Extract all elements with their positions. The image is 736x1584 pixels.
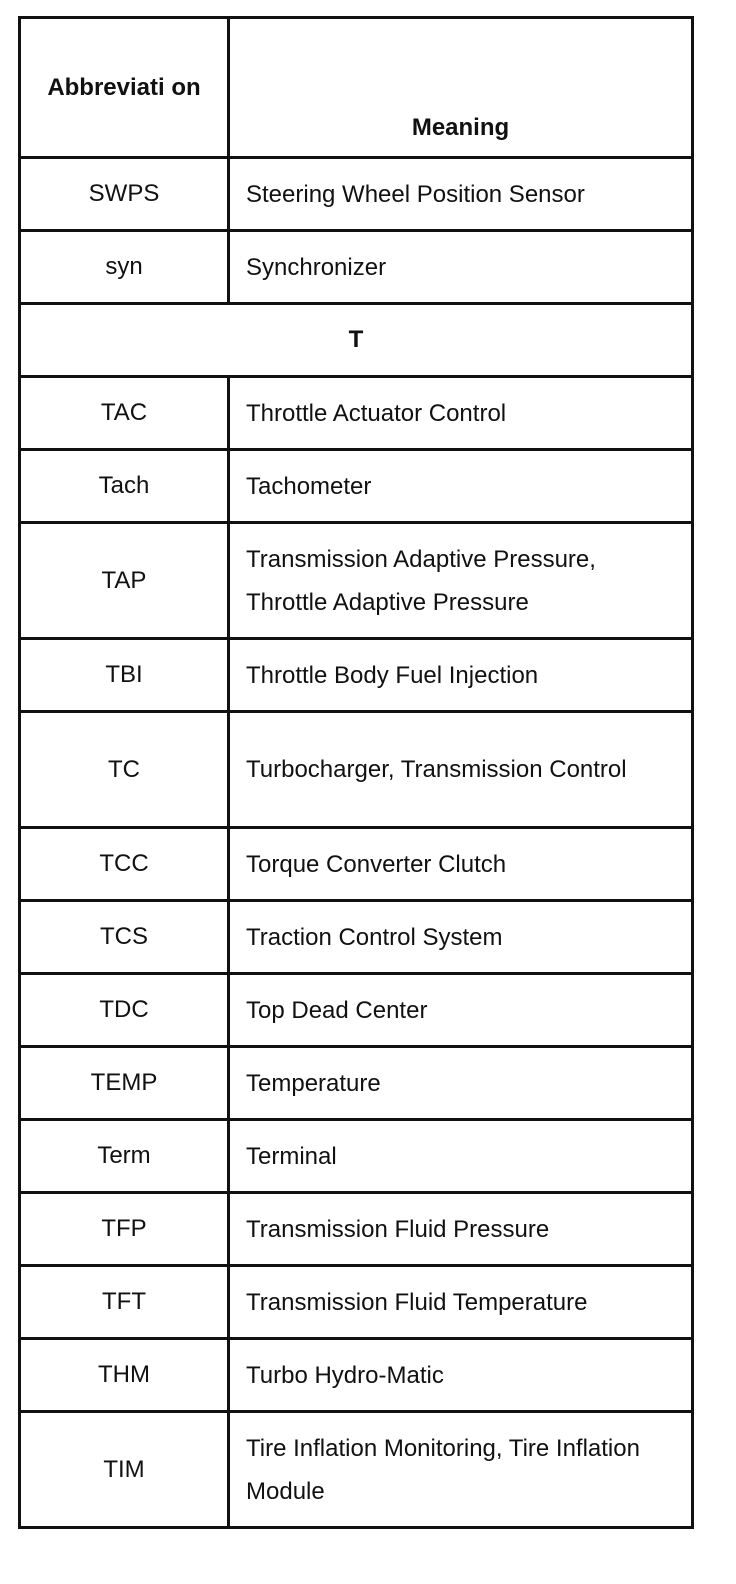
meaning-cell: Throttle Body Fuel Injection — [229, 639, 693, 712]
table-row — [20, 712, 693, 828]
meaning-cell: Transmission Fluid Temperature — [229, 1266, 693, 1339]
abbreviation-table — [18, 16, 694, 1529]
abbreviation-cell: SWPS — [20, 158, 229, 231]
table-row — [20, 1193, 693, 1266]
meaning-cell: Steering Wheel Position Sensor — [229, 158, 693, 231]
meaning-cell: Throttle Actuator Control — [229, 377, 693, 450]
table-row — [20, 828, 693, 901]
abbreviation-cell: TCC — [20, 828, 229, 901]
meaning-cell: Top Dead Center — [229, 974, 693, 1047]
table-row — [20, 377, 693, 450]
abbreviation-cell: TFT — [20, 1266, 229, 1339]
meaning-cell: Transmission Fluid Pressure — [229, 1193, 693, 1266]
header-meaning-label: Meaning — [411, 114, 510, 141]
table-row — [20, 1412, 693, 1528]
meaning-cell: Tire Inflation Monitoring, Tire Inflation Module — [229, 1412, 693, 1528]
meaning-cell: Transmission Adaptive Pressure, Throttle Adaptive Pressure — [229, 523, 693, 639]
table-row — [20, 1047, 693, 1120]
table-row — [20, 901, 693, 974]
meaning-cell: Turbo Hydro-Matic — [229, 1339, 693, 1412]
table-header-row — [20, 18, 693, 158]
table-row — [20, 974, 693, 1047]
meaning-cell: Temperature — [229, 1047, 693, 1120]
abbreviation-cell: TFP — [20, 1193, 229, 1266]
table-row — [20, 1339, 693, 1412]
abbreviation-cell: Tach — [20, 450, 229, 523]
meaning-cell: Turbocharger, Transmission Control — [229, 712, 693, 828]
abbreviation-cell: TCS — [20, 901, 229, 974]
meaning-cell: Terminal — [229, 1120, 693, 1193]
abbreviation-cell: Term — [20, 1120, 229, 1193]
table-row — [20, 450, 693, 523]
abbreviation-cell: TAP — [20, 523, 229, 639]
meaning-cell: Torque Converter Clutch — [229, 828, 693, 901]
table-row — [20, 523, 693, 639]
abbreviation-cell: TDC — [20, 974, 229, 1047]
abbreviation-cell: TEMP — [20, 1047, 229, 1120]
meaning-cell: Tachometer — [229, 450, 693, 523]
meaning-cell: Synchronizer — [229, 231, 693, 304]
abbreviation-cell: syn — [20, 231, 229, 304]
table-row — [20, 1266, 693, 1339]
meaning-cell: Traction Control System — [229, 901, 693, 974]
header-meaning — [229, 18, 693, 158]
header-abbreviation-label: Abbreviati on — [47, 73, 201, 101]
table-row — [20, 1120, 693, 1193]
abbreviation-cell: TAC — [20, 377, 229, 450]
table-row — [20, 231, 693, 304]
section-row — [20, 304, 693, 377]
header-abbreviation — [20, 18, 229, 158]
section-letter: T — [20, 304, 693, 377]
table-row — [20, 158, 693, 231]
abbreviation-cell: TBI — [20, 639, 229, 712]
abbreviation-cell: THM — [20, 1339, 229, 1412]
abbreviation-cell: TC — [20, 712, 229, 828]
abbreviation-cell: TIM — [20, 1412, 229, 1528]
table-row — [20, 639, 693, 712]
